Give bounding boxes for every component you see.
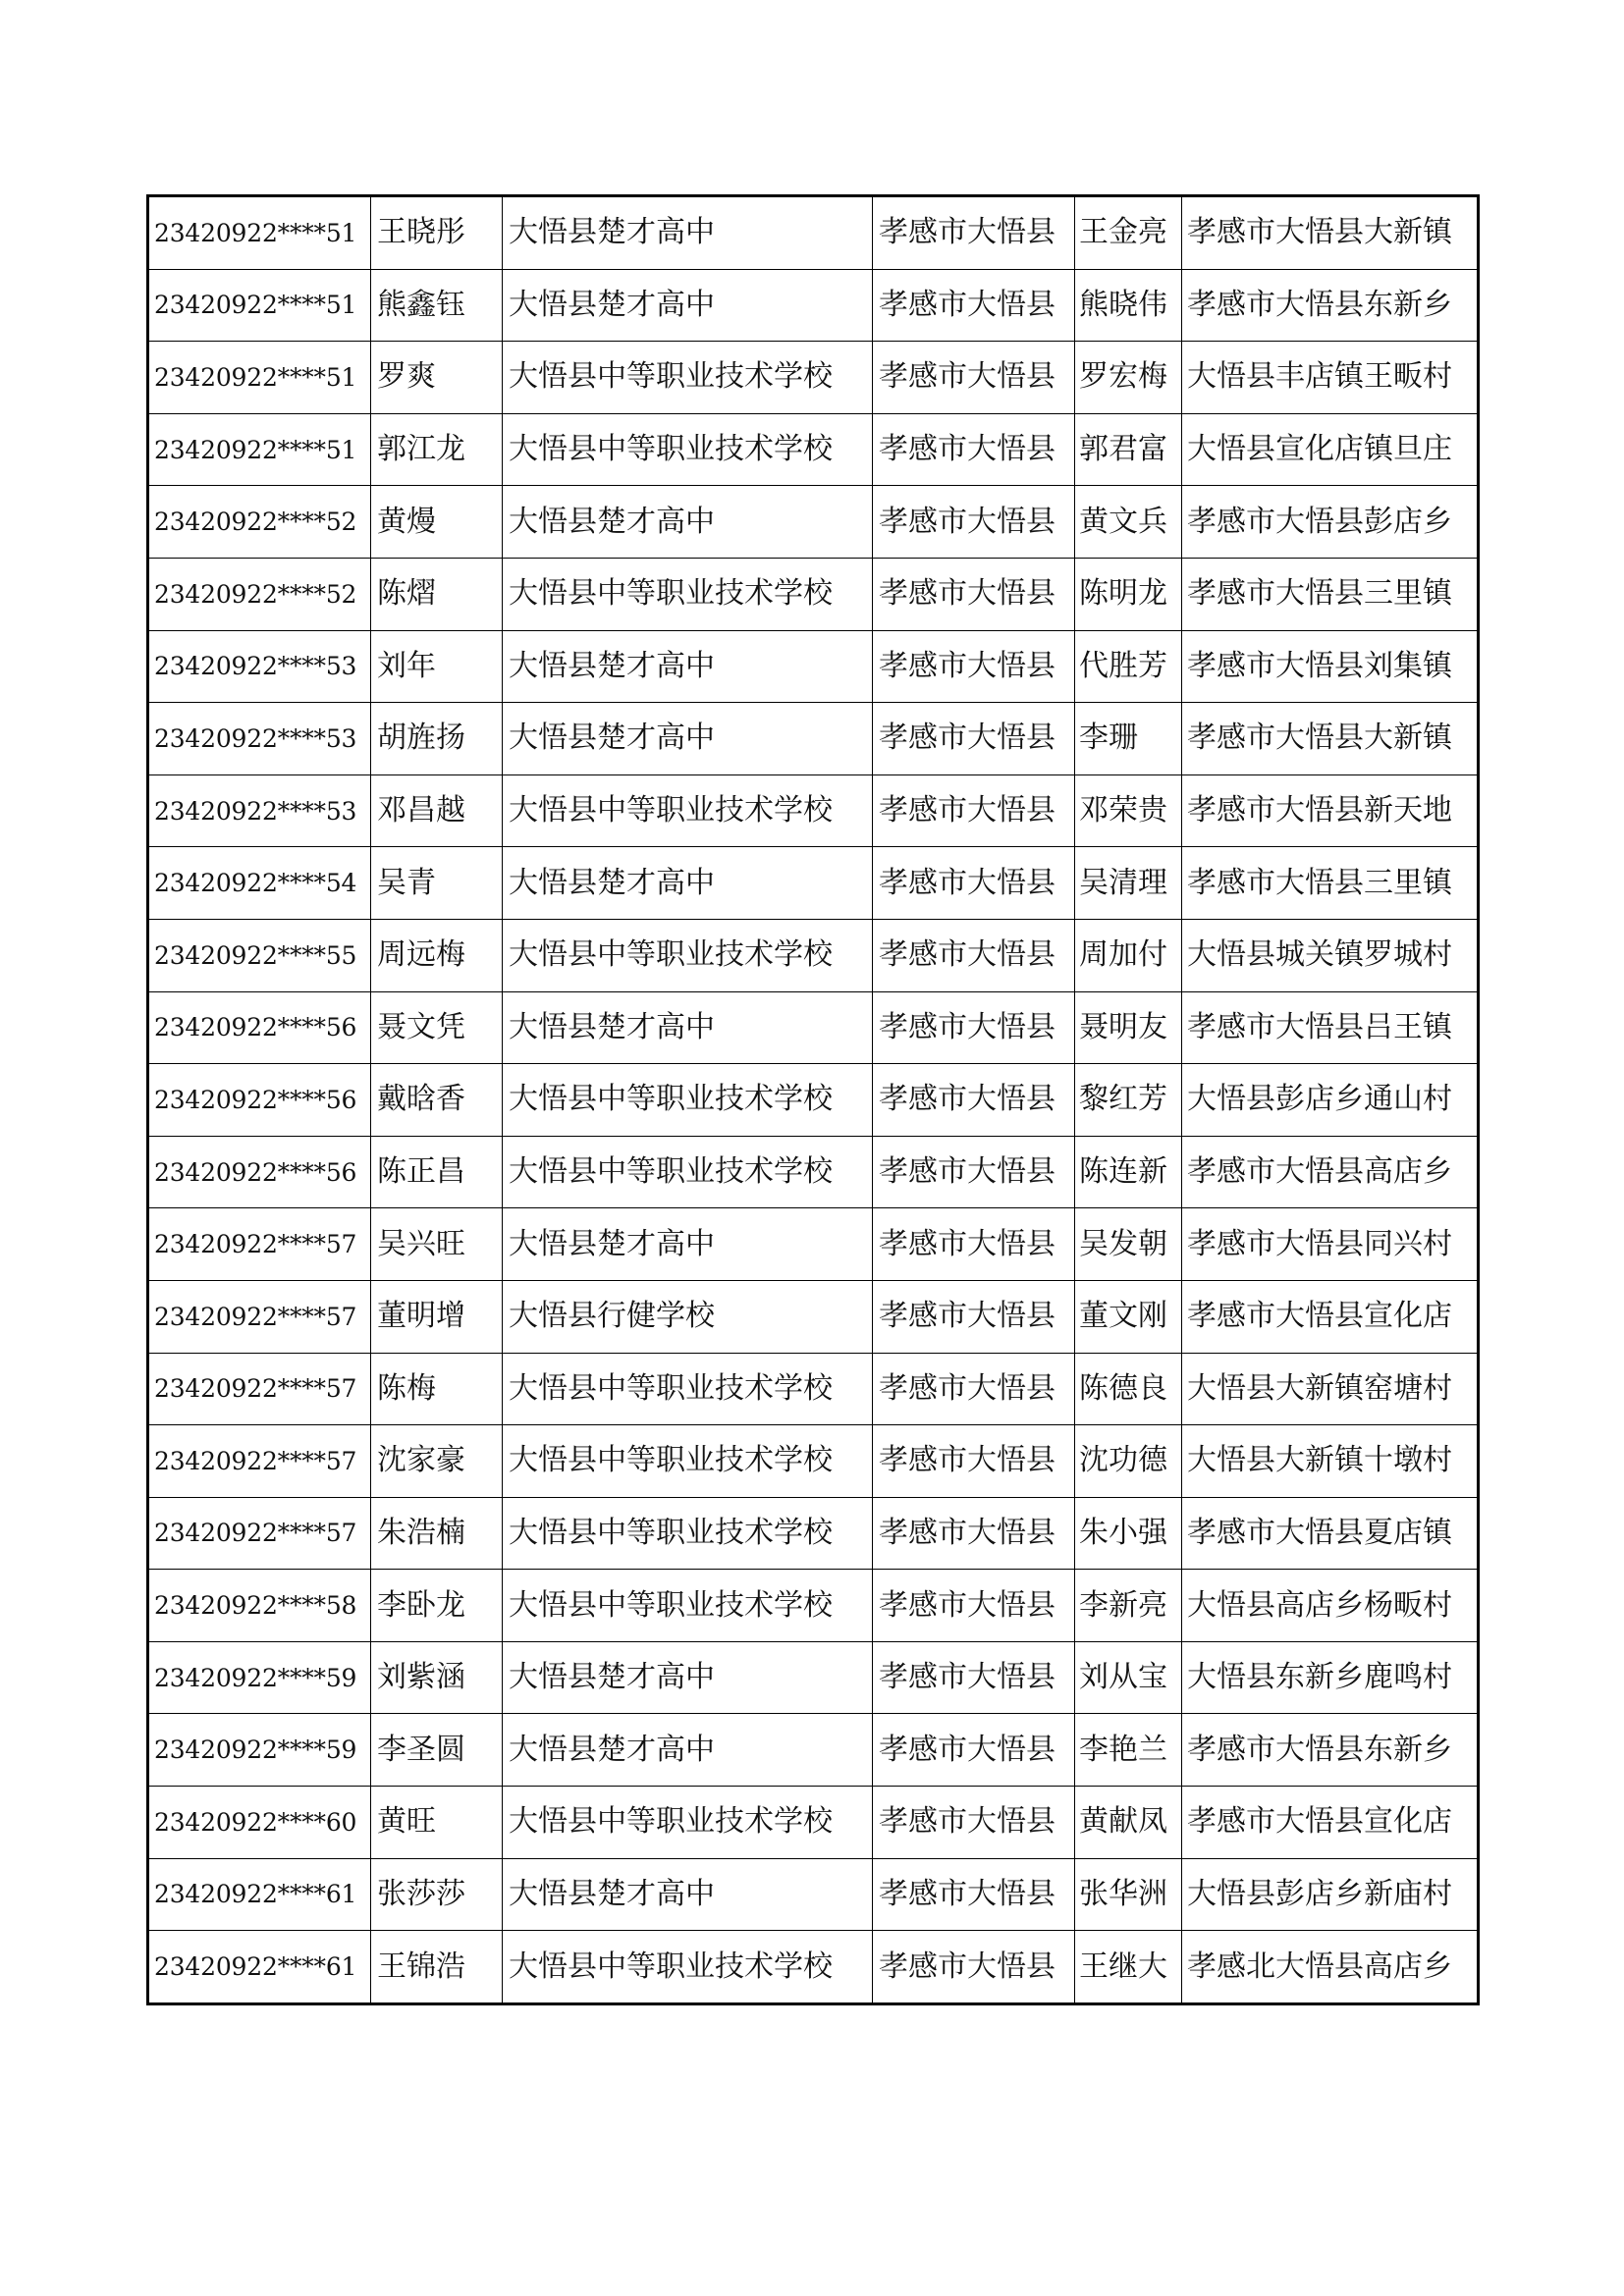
address-cell: 孝感市大悟县三里镇	[1182, 847, 1479, 920]
address-cell: 大悟县丰店镇王畈村	[1182, 342, 1479, 414]
school-cell: 大悟县楚才高中	[503, 991, 873, 1064]
student-id-cell: 23420922****59	[148, 1641, 371, 1714]
address-cell: 孝感市大悟县宣化店	[1182, 1280, 1479, 1353]
guardian-name-cell: 陈连新	[1075, 1136, 1182, 1208]
table-row	[148, 630, 1479, 703]
table-row	[148, 847, 1479, 920]
school-cell: 大悟县楚才高中	[503, 703, 873, 775]
student-id-cell: 23420922****51	[148, 196, 371, 270]
guardian-name-cell: 黄献凤	[1075, 1787, 1182, 1859]
address-cell: 大悟县东新乡鹿鸣村	[1182, 1641, 1479, 1714]
student-id-cell: 23420922****56	[148, 1136, 371, 1208]
region-cell: 孝感市大悟县	[873, 703, 1075, 775]
school-cell: 大悟县中等职业技术学校	[503, 1353, 873, 1425]
guardian-name-cell: 沈功德	[1075, 1425, 1182, 1498]
school-cell: 大悟县楚才高中	[503, 269, 873, 342]
school-cell: 大悟县中等职业技术学校	[503, 413, 873, 486]
student-name-cell: 李卧龙	[371, 1570, 503, 1642]
table-row	[148, 1570, 1479, 1642]
guardian-name-cell: 邓荣贵	[1075, 774, 1182, 847]
table-row	[148, 413, 1479, 486]
address-cell: 大悟县彭店乡通山村	[1182, 1064, 1479, 1137]
table-row	[148, 1064, 1479, 1137]
student-name-cell: 熊鑫钰	[371, 269, 503, 342]
student-id-cell: 23420922****57	[148, 1497, 371, 1570]
student-roster-table	[146, 194, 1480, 2005]
school-cell: 大悟县中等职业技术学校	[503, 919, 873, 991]
student-id-cell: 23420922****51	[148, 269, 371, 342]
region-cell: 孝感市大悟县	[873, 413, 1075, 486]
school-cell: 大悟县中等职业技术学校	[503, 342, 873, 414]
region-cell: 孝感市大悟县	[873, 1787, 1075, 1859]
student-id-cell: 23420922****55	[148, 919, 371, 991]
student-id-cell: 23420922****54	[148, 847, 371, 920]
address-cell: 孝感北大悟县高店乡	[1182, 1931, 1479, 2004]
student-name-cell: 王晓彤	[371, 196, 503, 270]
guardian-name-cell: 熊晓伟	[1075, 269, 1182, 342]
table-row	[148, 1280, 1479, 1353]
guardian-name-cell: 黎红芳	[1075, 1064, 1182, 1137]
address-cell: 孝感市大悟县夏店镇	[1182, 1497, 1479, 1570]
guardian-name-cell: 代胜芳	[1075, 630, 1182, 703]
guardian-name-cell: 黄文兵	[1075, 486, 1182, 559]
region-cell: 孝感市大悟县	[873, 774, 1075, 847]
student-id-cell: 23420922****59	[148, 1714, 371, 1787]
school-cell: 大悟县中等职业技术学校	[503, 1787, 873, 1859]
table-row	[148, 196, 1479, 270]
guardian-name-cell: 李珊	[1075, 703, 1182, 775]
student-id-cell: 23420922****61	[148, 1931, 371, 2004]
region-cell: 孝感市大悟县	[873, 919, 1075, 991]
student-name-cell: 陈梅	[371, 1353, 503, 1425]
student-name-cell: 张莎莎	[371, 1858, 503, 1931]
table-row	[148, 1714, 1479, 1787]
table-row	[148, 1353, 1479, 1425]
student-name-cell: 郭江龙	[371, 413, 503, 486]
guardian-name-cell: 陈明龙	[1075, 558, 1182, 630]
student-name-cell: 黄旺	[371, 1787, 503, 1859]
student-id-cell: 23420922****53	[148, 774, 371, 847]
school-cell: 大悟县楚才高中	[503, 630, 873, 703]
address-cell: 孝感市大悟县彭店乡	[1182, 486, 1479, 559]
student-id-cell: 23420922****53	[148, 703, 371, 775]
region-cell: 孝感市大悟县	[873, 1497, 1075, 1570]
region-cell: 孝感市大悟县	[873, 1208, 1075, 1281]
address-cell: 孝感市大悟县新天地	[1182, 774, 1479, 847]
student-name-cell: 吴青	[371, 847, 503, 920]
student-name-cell: 黄熳	[371, 486, 503, 559]
guardian-name-cell: 李艳兰	[1075, 1714, 1182, 1787]
region-cell: 孝感市大悟县	[873, 1136, 1075, 1208]
school-cell: 大悟县中等职业技术学校	[503, 774, 873, 847]
address-cell: 大悟县大新镇十墩村	[1182, 1425, 1479, 1498]
region-cell: 孝感市大悟县	[873, 1425, 1075, 1498]
student-name-cell: 吴兴旺	[371, 1208, 503, 1281]
region-cell: 孝感市大悟县	[873, 486, 1075, 559]
school-cell: 大悟县中等职业技术学校	[503, 1136, 873, 1208]
address-cell: 孝感市大悟县高店乡	[1182, 1136, 1479, 1208]
table-row	[148, 1787, 1479, 1859]
school-cell: 大悟县中等职业技术学校	[503, 558, 873, 630]
region-cell: 孝感市大悟县	[873, 847, 1075, 920]
table-row	[148, 991, 1479, 1064]
table-row	[148, 919, 1479, 991]
address-cell: 孝感市大悟县三里镇	[1182, 558, 1479, 630]
address-cell: 大悟县大新镇窑塘村	[1182, 1353, 1479, 1425]
address-cell: 孝感市大悟县东新乡	[1182, 269, 1479, 342]
roster-body	[148, 196, 1479, 2004]
student-id-cell: 23420922****52	[148, 558, 371, 630]
region-cell: 孝感市大悟县	[873, 342, 1075, 414]
student-id-cell: 23420922****61	[148, 1858, 371, 1931]
region-cell: 孝感市大悟县	[873, 558, 1075, 630]
address-cell: 孝感市大悟县吕王镇	[1182, 991, 1479, 1064]
student-name-cell: 董明增	[371, 1280, 503, 1353]
address-cell: 孝感市大悟县同兴村	[1182, 1208, 1479, 1281]
guardian-name-cell: 张华洲	[1075, 1858, 1182, 1931]
guardian-name-cell: 吴清理	[1075, 847, 1182, 920]
guardian-name-cell: 郭君富	[1075, 413, 1182, 486]
table-row	[148, 342, 1479, 414]
student-id-cell: 23420922****56	[148, 991, 371, 1064]
guardian-name-cell: 罗宏梅	[1075, 342, 1182, 414]
school-cell: 大悟县中等职业技术学校	[503, 1931, 873, 2004]
student-name-cell: 刘年	[371, 630, 503, 703]
address-cell: 大悟县宣化店镇旦庄	[1182, 413, 1479, 486]
school-cell: 大悟县楚才高中	[503, 1714, 873, 1787]
student-name-cell: 戴晗香	[371, 1064, 503, 1137]
table-row	[148, 1641, 1479, 1714]
school-cell: 大悟县中等职业技术学校	[503, 1497, 873, 1570]
region-cell: 孝感市大悟县	[873, 1353, 1075, 1425]
table-row	[148, 1136, 1479, 1208]
table-row	[148, 1208, 1479, 1281]
region-cell: 孝感市大悟县	[873, 1931, 1075, 2004]
student-id-cell: 23420922****52	[148, 486, 371, 559]
student-name-cell: 沈家豪	[371, 1425, 503, 1498]
school-cell: 大悟县楚才高中	[503, 1858, 873, 1931]
region-cell: 孝感市大悟县	[873, 1858, 1075, 1931]
school-cell: 大悟县中等职业技术学校	[503, 1064, 873, 1137]
table-row	[148, 1858, 1479, 1931]
address-cell: 孝感市大悟县大新镇	[1182, 196, 1479, 270]
guardian-name-cell: 刘从宝	[1075, 1641, 1182, 1714]
school-cell: 大悟县楚才高中	[503, 847, 873, 920]
student-name-cell: 邓昌越	[371, 774, 503, 847]
student-name-cell: 聂文凭	[371, 991, 503, 1064]
student-id-cell: 23420922****60	[148, 1787, 371, 1859]
address-cell: 大悟县城关镇罗城村	[1182, 919, 1479, 991]
student-id-cell: 23420922****57	[148, 1208, 371, 1281]
table-row	[148, 1497, 1479, 1570]
region-cell: 孝感市大悟县	[873, 1064, 1075, 1137]
student-id-cell: 23420922****57	[148, 1353, 371, 1425]
address-cell: 孝感市大悟县宣化店	[1182, 1787, 1479, 1859]
region-cell: 孝感市大悟县	[873, 991, 1075, 1064]
region-cell: 孝感市大悟县	[873, 1280, 1075, 1353]
school-cell: 大悟县楚才高中	[503, 1641, 873, 1714]
region-cell: 孝感市大悟县	[873, 1714, 1075, 1787]
address-cell: 孝感市大悟县东新乡	[1182, 1714, 1479, 1787]
region-cell: 孝感市大悟县	[873, 269, 1075, 342]
table-row	[148, 486, 1479, 559]
student-name-cell: 陈熠	[371, 558, 503, 630]
student-name-cell: 周远梅	[371, 919, 503, 991]
school-cell: 大悟县楚才高中	[503, 1208, 873, 1281]
guardian-name-cell: 朱小强	[1075, 1497, 1182, 1570]
student-name-cell: 李圣圆	[371, 1714, 503, 1787]
guardian-name-cell: 周加付	[1075, 919, 1182, 991]
region-cell: 孝感市大悟县	[873, 630, 1075, 703]
school-cell: 大悟县行健学校	[503, 1280, 873, 1353]
school-cell: 大悟县楚才高中	[503, 196, 873, 270]
table-row	[148, 774, 1479, 847]
address-cell: 大悟县彭店乡新庙村	[1182, 1858, 1479, 1931]
table-row	[148, 1425, 1479, 1498]
student-id-cell: 23420922****57	[148, 1425, 371, 1498]
address-cell: 孝感市大悟县刘集镇	[1182, 630, 1479, 703]
address-cell: 孝感市大悟县大新镇	[1182, 703, 1479, 775]
guardian-name-cell: 吴发朝	[1075, 1208, 1182, 1281]
student-name-cell: 朱浩楠	[371, 1497, 503, 1570]
school-cell: 大悟县中等职业技术学校	[503, 1425, 873, 1498]
school-cell: 大悟县中等职业技术学校	[503, 1570, 873, 1642]
table-row	[148, 269, 1479, 342]
student-name-cell: 胡旌扬	[371, 703, 503, 775]
guardian-name-cell: 李新亮	[1075, 1570, 1182, 1642]
student-id-cell: 23420922****58	[148, 1570, 371, 1642]
table-row	[148, 703, 1479, 775]
student-id-cell: 23420922****53	[148, 630, 371, 703]
guardian-name-cell: 王金亮	[1075, 196, 1182, 270]
guardian-name-cell: 陈德良	[1075, 1353, 1182, 1425]
region-cell: 孝感市大悟县	[873, 1641, 1075, 1714]
guardian-name-cell: 董文刚	[1075, 1280, 1182, 1353]
student-id-cell: 23420922****51	[148, 342, 371, 414]
student-id-cell: 23420922****56	[148, 1064, 371, 1137]
region-cell: 孝感市大悟县	[873, 196, 1075, 270]
guardian-name-cell: 聂明友	[1075, 991, 1182, 1064]
student-name-cell: 刘紫涵	[371, 1641, 503, 1714]
student-name-cell: 罗爽	[371, 342, 503, 414]
table-row	[148, 558, 1479, 630]
guardian-name-cell: 王继大	[1075, 1931, 1182, 2004]
school-cell: 大悟县楚才高中	[503, 486, 873, 559]
student-id-cell: 23420922****51	[148, 413, 371, 486]
student-name-cell: 陈正昌	[371, 1136, 503, 1208]
region-cell: 孝感市大悟县	[873, 1570, 1075, 1642]
student-name-cell: 王锦浩	[371, 1931, 503, 2004]
address-cell: 大悟县高店乡杨畈村	[1182, 1570, 1479, 1642]
table-row	[148, 1931, 1479, 2004]
student-id-cell: 23420922****57	[148, 1280, 371, 1353]
